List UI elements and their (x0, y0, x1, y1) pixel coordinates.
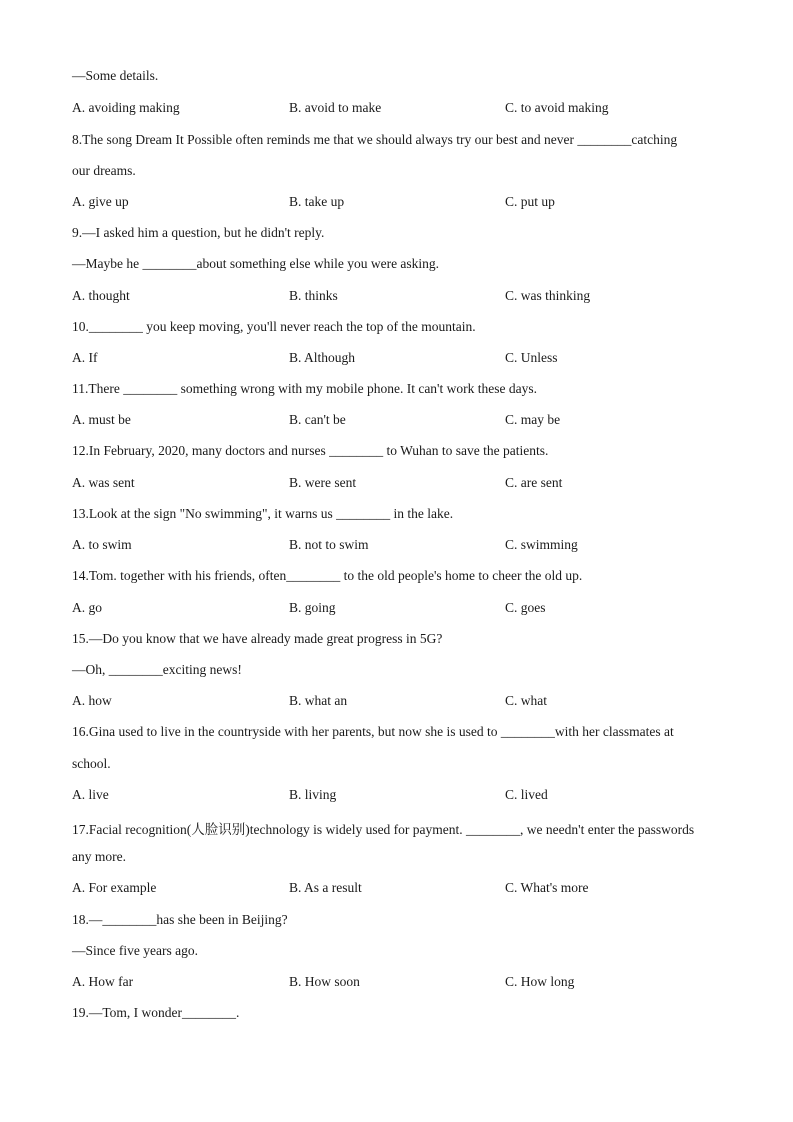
question-text-line: 16.Gina used to live in the countryside with her parents, but now she is used to ________with her classmates at (72, 724, 674, 739)
answer-options-row (72, 194, 722, 214)
option-b: B. can't be (289, 412, 346, 427)
option-c: C. How long (505, 974, 575, 989)
question-text-line: school. (72, 756, 111, 771)
option-b: B. what an (289, 693, 348, 708)
option-c: C. put up (505, 194, 555, 209)
question-text-line: 19.—Tom, I wonder________. (72, 1005, 240, 1020)
option-c: C. was thinking (505, 288, 591, 303)
question-text-line: —Oh, ________exciting news! (72, 662, 242, 677)
option-b: B. going (289, 600, 336, 615)
option-a: A. must be (72, 412, 131, 427)
option-b: B. As a result (289, 880, 362, 895)
answer-options-row (72, 100, 722, 120)
option-c: C. may be (505, 412, 561, 427)
option-b: B. not to swim (289, 537, 369, 552)
question-text-line: 13.Look at the sign "No swimming", it warns us ________ in the lake. (72, 506, 454, 521)
answer-options-row (72, 412, 722, 432)
question-text-line: —Maybe he ________about something else while you were asking. (72, 256, 440, 271)
answer-options-row (72, 974, 722, 994)
option-a: A. give up (72, 194, 129, 209)
option-a: A. For example (72, 880, 157, 895)
question-text-line: 8.The song Dream It Possible often reminds me that we should always try our best and never ________catching (72, 132, 678, 147)
question-text-line: 18.—________has she been in Beijing? (72, 912, 288, 927)
option-b: B. were sent (289, 475, 357, 490)
option-b: B. take up (289, 194, 345, 209)
option-c: C. What's more (505, 880, 589, 895)
question-text-line: —Some details. (72, 68, 159, 83)
option-a: A. If (72, 350, 98, 365)
answer-options-row (72, 350, 722, 370)
answer-options-row (72, 880, 722, 900)
answer-options-row (72, 537, 722, 557)
option-c: C. lived (505, 787, 548, 802)
option-b: B. thinks (289, 288, 338, 303)
question-text-line: 14.Tom. together with his friends, often________ to the old people's home to cheer the old up. (72, 568, 583, 583)
option-b: B. living (289, 787, 337, 802)
question-text-line: 9.—I asked him a question, but he didn't reply. (72, 225, 325, 240)
option-c: C. Unless (505, 350, 558, 365)
option-a: A. was sent (72, 475, 135, 490)
option-c: C. to avoid making (505, 100, 609, 115)
answer-options-row (72, 693, 722, 713)
option-a: A. go (72, 600, 102, 615)
option-b: B. How soon (289, 974, 360, 989)
option-a: A. thought (72, 288, 130, 303)
question-text-line: 10.________ you keep moving, you'll never reach the top of the mountain. (72, 319, 476, 334)
question-text-line: any more. (72, 849, 126, 864)
option-c: C. goes (505, 600, 546, 615)
question-text-line: 12.In February, 2020, many doctors and nurses ________ to Wuhan to save the patients. (72, 443, 549, 458)
answer-options-row (72, 600, 722, 620)
option-a: A. avoiding making (72, 100, 180, 115)
option-a: A. to swim (72, 537, 132, 552)
question-text-line: 11.There ________ something wrong with my mobile phone. It can't work these days. (72, 381, 537, 396)
option-c: C. what (505, 693, 547, 708)
option-a: A. How far (72, 974, 134, 989)
option-b: B. avoid to make (289, 100, 382, 115)
option-a: A. live (72, 787, 109, 802)
option-a: A. how (72, 693, 112, 708)
answer-options-row (72, 475, 722, 495)
answer-options-row (72, 787, 722, 807)
answer-options-row (72, 288, 722, 308)
option-b: B. Although (289, 350, 356, 365)
question-text-line: our dreams. (72, 163, 136, 178)
question-text-line: 15.—Do you know that we have already made great progress in 5G? (72, 631, 443, 646)
option-c: C. are sent (505, 475, 563, 490)
question-text-line: —Since five years ago. (72, 943, 198, 958)
question-text-line: 17.Facial recognition(人脸识别)technology is widely used for payment. ________, we needn't enter the passwords (72, 822, 695, 837)
option-c: C. swimming (505, 537, 578, 552)
